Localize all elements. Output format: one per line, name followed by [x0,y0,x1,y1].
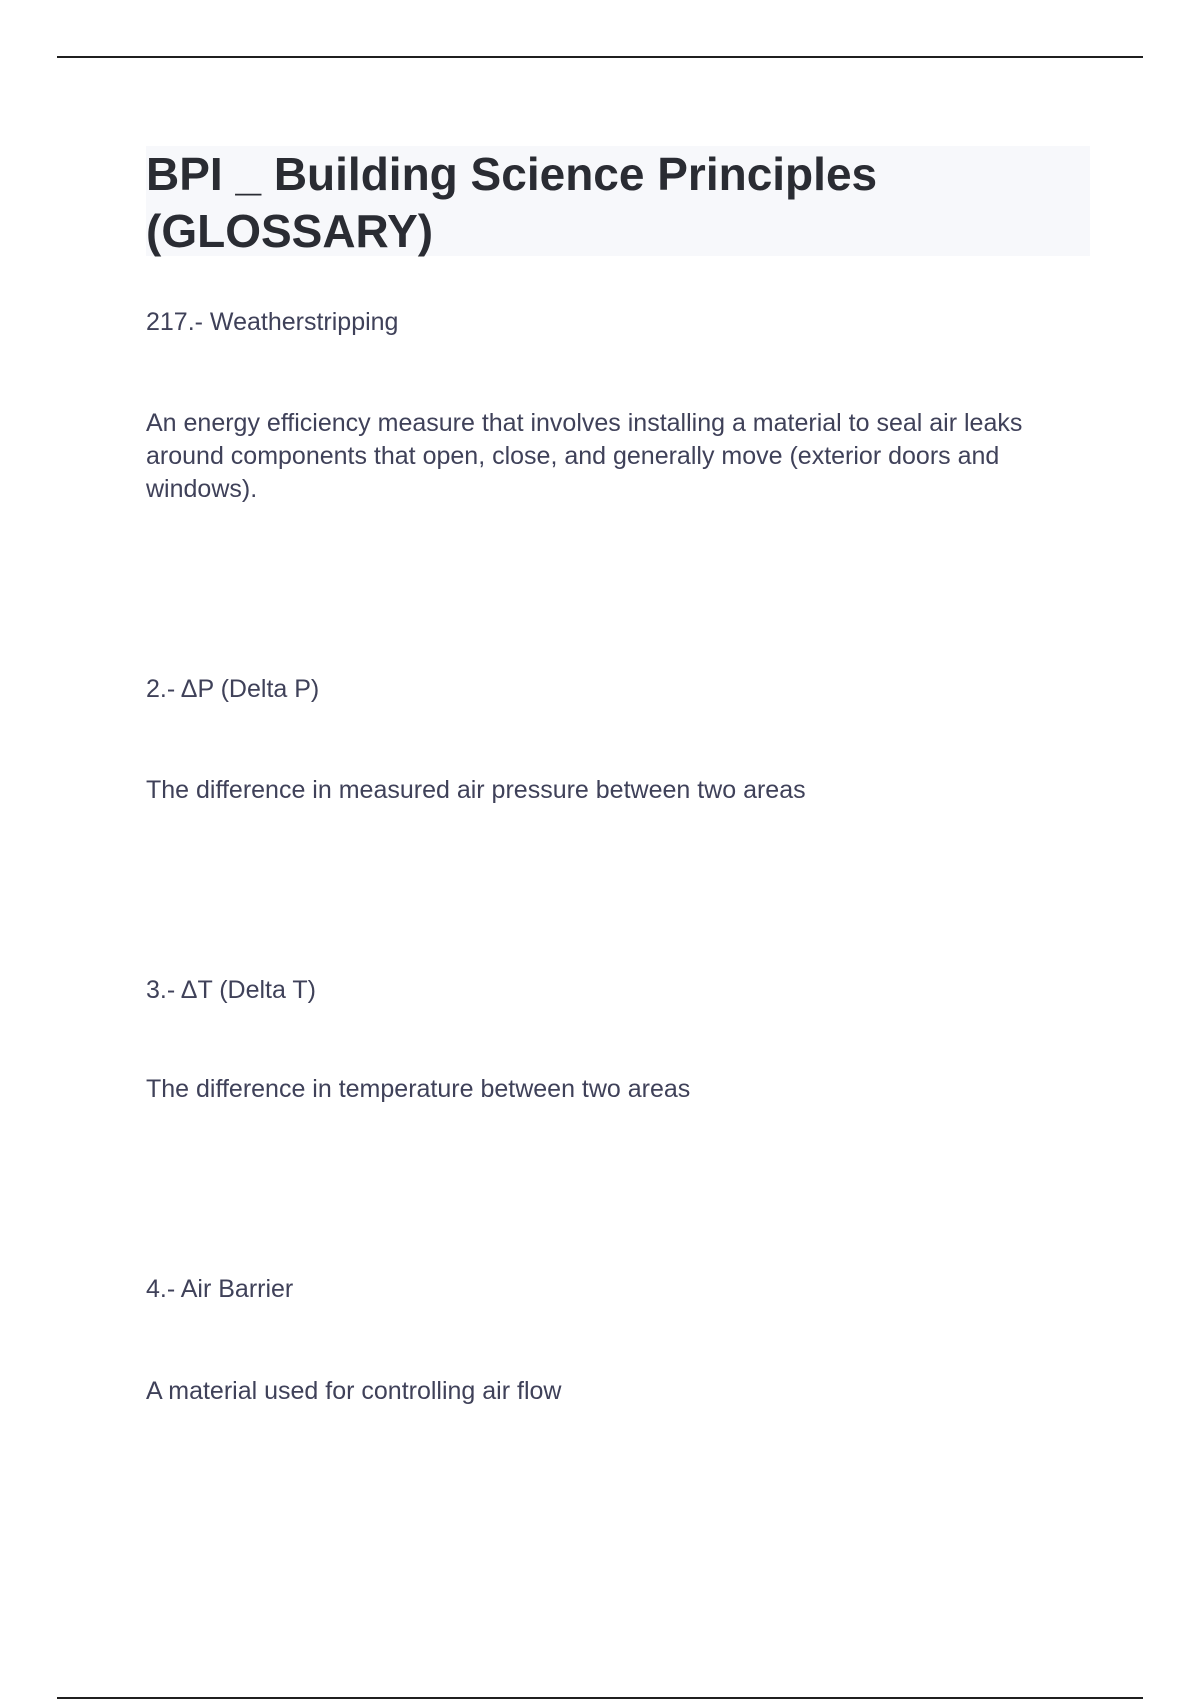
glossary-definition: An energy efficiency measure that involves installing a material to seal air leaks around components that open, close, and generally move (exterior doors and windows). [146,409,1023,503]
title-block [146,146,1090,256]
top-divider [57,56,1143,58]
glossary-term: 217.- Weatherstripping [146,308,399,336]
title-highlight [146,146,1090,256]
bottom-divider [57,1697,1143,1699]
glossary-definition: A material used for controlling air flow [146,1377,562,1405]
glossary-term: 2.- ΔP (Delta P) [146,675,320,703]
glossary-definition: The difference in temperature between two areas [146,1075,691,1103]
glossary-term: 3.- ΔT (Delta T) [146,976,316,1004]
glossary-term: 4.- Air Barrier [146,1275,294,1303]
document-title: BPI _ Building Science Principles (GLOSSARY) [146,148,878,257]
glossary-definition: The difference in measured air pressure between two areas [146,776,806,804]
